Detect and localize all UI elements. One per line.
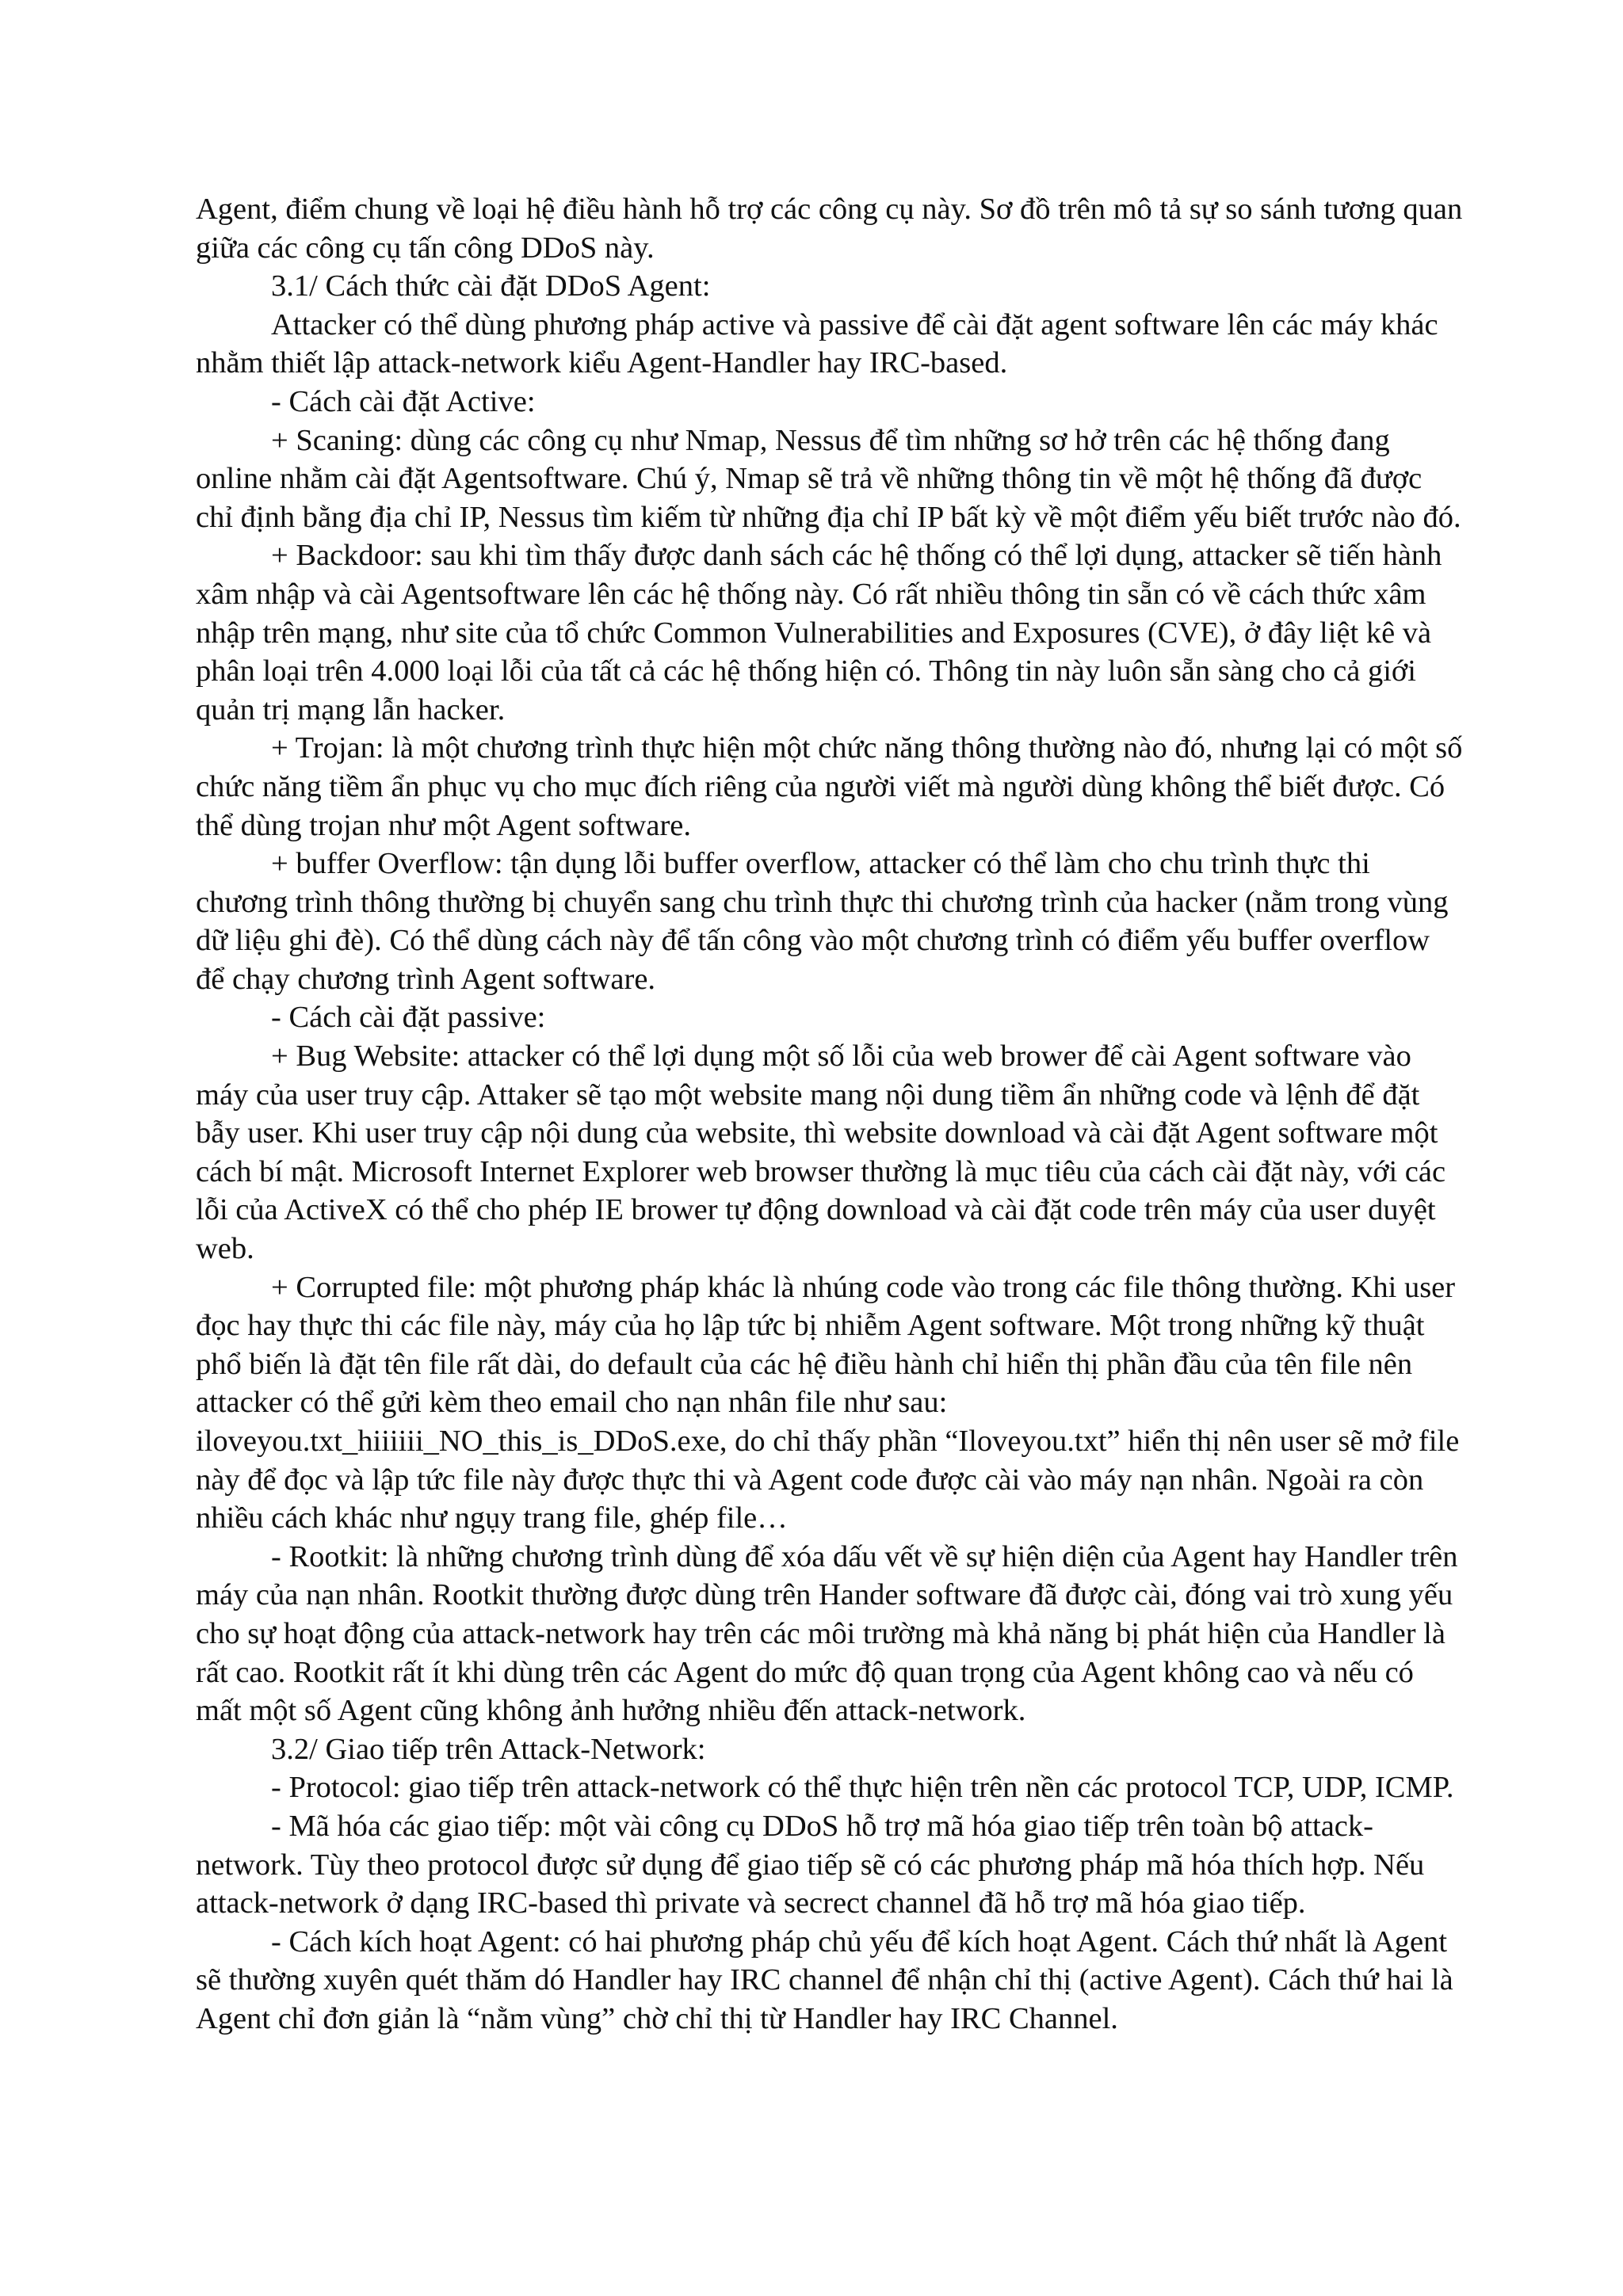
paragraph-trojan: + Trojan: là một chương trình thực hiện một chức năng thông thường nào đó, nhưng lại có một số chức năng tiềm ẩn phục vụ cho mục đích riêng của người viết mà người dùng không thể biết được. Có thể dùng trojan như một Agent software. xyxy=(196,731,1463,842)
subheading-passive-install: - Cách cài đặt passive: xyxy=(271,1001,546,1035)
paragraph-corrupted-file: + Corrupted file: một phương pháp khác là nhúng code vào trong các file thông thường. Khi user đọc hay thực thi các file này, máy của họ lập tức bị nhiễm Agent software. Một trong những kỹ thuật phổ biến là đặt tên file rất dài, do default của các hệ điều hành chỉ hiển thị phần đầu của tên file nên attacker có thể gửi kèm theo email cho nạn nhân file như sau: iloveyou.txt_hiiiiii_NO_this_is_DDoS.exe, do chỉ thấy phần “Iloveyou.txt” hiển thị nên user sẽ mở file này để đọc và lập tức file này được thực thi và Agent code được cài vào máy nạn nhân. Ngoài ra còn nhiều cách khác như ngụy trang file, ghép file… xyxy=(196,1270,1460,1535)
paragraph-backdoor: + Backdoor: sau khi tìm thấy được danh sách các hệ thống có thể lợi dụng, attacker sẽ tiến hành xâm nhập và cài Agentsoftware lên các hệ thống này. Có rất nhiều thông tin sẵn có về cách thức xâm nhập trên mạng, như site của tổ chức Common Vulnerabilities and Exposures (CVE), ở đây liệt kê và phân loại trên 4.000 loại lỗi của tất cả các hệ thống hiện có. Thông tin này luôn sẵn sàng cho cả giới quản trị mạng lẫn hacker. xyxy=(196,539,1442,727)
paragraph-intro: Agent, điểm chung về loại hệ điều hành hỗ trợ các công cụ này. Sơ đồ trên mô tả sự so sánh tương quan giữa các công cụ tấn công DDoS này. xyxy=(196,193,1463,265)
paragraph-buffer-overflow: + buffer Overflow: tận dụng lỗi buffer overflow, attacker có thể làm cho chu trình thực thi chương trình thông thường bị chuyển sang chu trình thực thi chương trình của hacker (nằm trong vùng dữ liệu ghi đè). Có thể dùng cách này để tấn công vào một chương trình có điểm yếu buffer overflow để chạy chương trình Agent software. xyxy=(196,847,1449,996)
paragraph-attacker-methods: Attacker có thể dùng phương pháp active và passive để cài đặt agent software lên các máy khác nhằm thiết lập attack-network kiểu Agent-Handler hay IRC-based. xyxy=(196,307,1438,380)
paragraph-encryption: - Mã hóa các giao tiếp: một vài công cụ DDoS hỗ trợ mã hóa giao tiếp trên toàn bộ attack-network. Tùy theo protocol được sử dụng để giao tiếp sẽ có các phương pháp mã hóa thích hợp. Nếu attack-network ở dạng IRC-based thì private và secrect channel đã hỗ trợ mã hóa giao tiếp. xyxy=(196,1809,1425,1920)
document-page xyxy=(196,190,1464,2039)
paragraph-scaning: + Scaning: dùng các công cụ như Nmap, Nessus để tìm những sơ hở trên các hệ thống đang online nhằm cài đặt Agentsoftware. Chú ý, Nmap sẽ trả về những thông tin về một hệ thống đã được chỉ định bằng địa chỉ IP, Nessus tìm kiếm từ những địa chỉ IP bất kỳ về một điểm yếu biết trước nào đó. xyxy=(196,423,1461,534)
section-heading-3-2: 3.2/ Giao tiếp trên Attack-Network: xyxy=(271,1732,706,1766)
paragraph-rootkit: - Rootkit: là những chương trình dùng để xóa dấu vết về sự hiện diện của Agent hay Handler trên máy của nạn nhân. Rootkit thường được dùng trên Hander software đã được cài, đóng vai trò xung yếu cho sự hoạt động của attack-network hay trên các môi trường mà khả năng bị phát hiện của Handler là rất cao. Rootkit rất ít khi dùng trên các Agent do mức độ quan trọng của Agent không cao và nếu có mất một số Agent cũng không ảnh hưởng nhiều đến attack-network. xyxy=(196,1539,1458,1728)
paragraph-protocol: - Protocol: giao tiếp trên attack-network có thể thực hiện trên nền các protocol TCP, UDP, ICMP. xyxy=(271,1771,1454,1805)
paragraph-agent-activation: - Cách kích hoạt Agent: có hai phương pháp chủ yếu để kích hoạt Agent. Cách thứ nhất là Agent sẽ thường xuyên quét thăm dó Handler hay IRC channel để nhận chỉ thị (active Agent). Cách thứ hai là Agent chỉ đơn giản là “nằm vùng” chờ chỉ thị từ Handler hay IRC Channel. xyxy=(196,1924,1453,2035)
subheading-active-install: - Cách cài đặt Active: xyxy=(271,384,536,418)
paragraph-bug-website: + Bug Website: attacker có thể lợi dụng một số lỗi của web brower để cài Agent software vào máy của user truy cập. Attaker sẽ tạo một website mang nội dung tiềm ẩn những code và lệnh để đặt bẫy user. Khi user truy cập nội dung của website, thì website download và cài đặt Agent software một cách bí mật. Microsoft Internet Explorer web browser thường là mục tiêu của cách cài đặt này, với các lỗi của ActiveX có thể cho phép IE brower tự động download và cài đặt code trên máy của user duyệt web. xyxy=(196,1039,1446,1266)
section-heading-3-1: 3.1/ Cách thức cài đặt DDoS Agent: xyxy=(271,269,711,303)
